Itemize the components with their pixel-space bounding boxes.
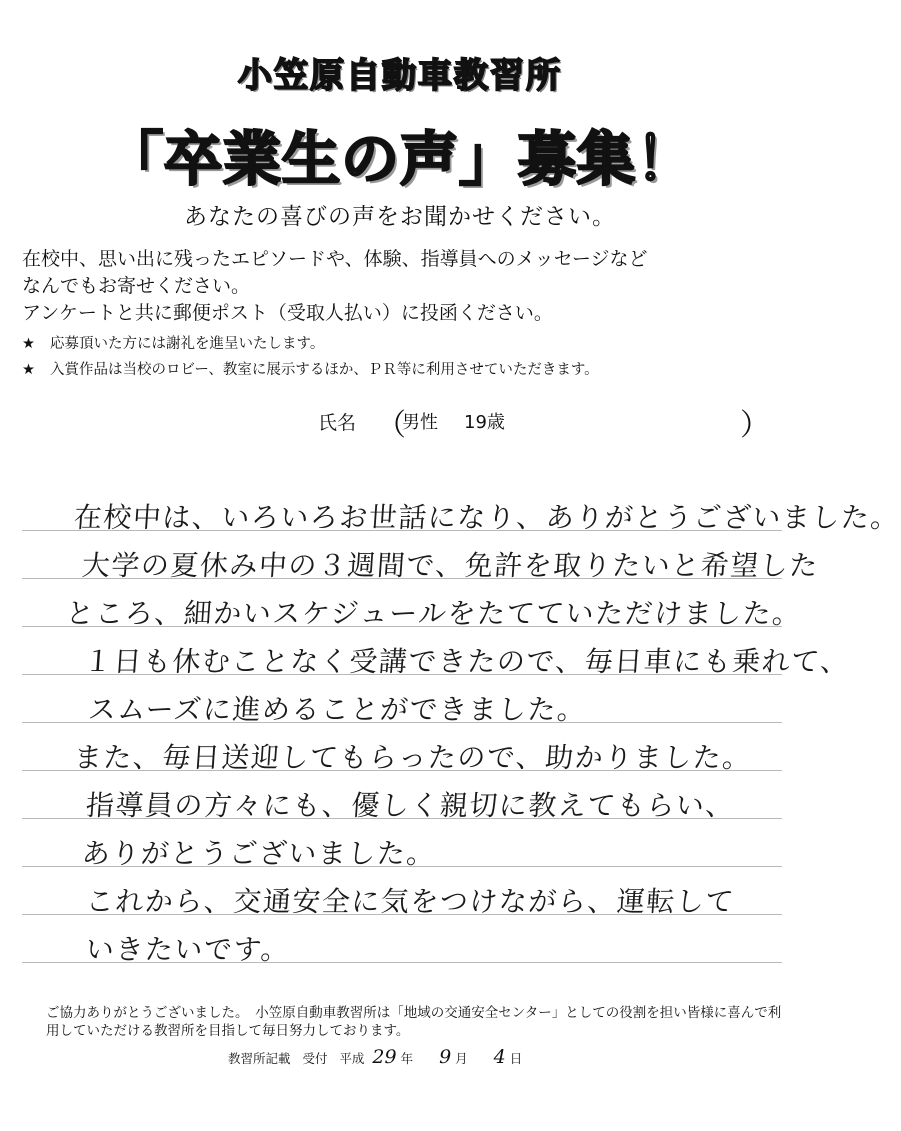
month-unit: 月 <box>455 1051 468 1066</box>
footer-text: ご協力ありがとうございました。 小笠原自動車教習所は「地域の交通安全センター」としての役割を担い皆様に喜んで利用していただける教習所を目指して毎日努力しております。 <box>46 1005 782 1039</box>
message-line: １日も休むことなく受講できたので、毎日車にも乗れて、 <box>82 645 851 678</box>
year-value: 29 <box>372 1046 397 1068</box>
open-paren: （ <box>376 408 406 443</box>
name-label: 氏名 <box>318 412 357 434</box>
intro-text <box>22 246 782 327</box>
note-usage <box>22 360 782 380</box>
day-unit: 日 <box>509 1051 523 1066</box>
footer-message <box>46 1004 786 1040</box>
received-label: 受付 <box>302 1051 328 1066</box>
message-line: 在校中は、いろいろお世話になり、ありがとうございました。 <box>72 501 901 534</box>
era-label: 平成 <box>339 1051 365 1066</box>
month-value: 9 <box>439 1046 452 1068</box>
note-reward <box>22 334 782 354</box>
message-area <box>22 482 901 982</box>
message-line: ありがとうございました。 <box>80 837 438 870</box>
star-icon: ★ <box>22 362 35 378</box>
age-value: 19歳 <box>464 412 505 433</box>
school-name: 小笠原自動車教習所 <box>238 56 562 96</box>
message-line: ところ、細かいスケジュールをたてていただけました。 <box>64 597 803 630</box>
close-paren: ） <box>740 408 770 443</box>
year-unit: 年 <box>400 1051 414 1066</box>
subheadline: あなたの喜びの声をお聞かせください。 <box>184 204 616 230</box>
headline: 「卒業生の声」募集！ <box>104 125 695 193</box>
day-value: 4 <box>493 1046 506 1068</box>
note-text: 入賞作品は当校のロビー、教室に展示するほか、ＰＲ等に利用させていただきます。 <box>50 362 599 378</box>
name-value <box>402 408 531 434</box>
name-field <box>0 400 800 443</box>
message-line: これから、交通安全に気をつけながら、運転して <box>84 885 737 918</box>
intro-line: アンケートと共に郵便ポスト（受取人払い）に投函ください。 <box>22 302 553 324</box>
note-text: 応募頂いた方には謝礼を進呈いたします。 <box>50 336 325 352</box>
intro-line: なんでもお寄せください。 <box>22 275 251 297</box>
gender-value: 男性 <box>402 412 438 433</box>
message-line: スムーズに進めることができました。 <box>86 693 588 726</box>
message-line: 大学の夏休み中の３週間で、免許を取りたいと希望した <box>80 549 821 582</box>
message-line: 指導員の方々にも、優しく親切に教えてもらい、 <box>84 789 737 822</box>
intro-line: 在校中、思い出に残ったエピソードや、体験、指導員へのメッセージなど <box>22 248 648 270</box>
office-label: 教習所記載 <box>228 1051 291 1066</box>
message-line: いきたいです。 <box>84 933 292 966</box>
message-line: また、毎日送迎してもらったので、助かりました。 <box>72 741 754 774</box>
reception-record <box>228 1046 522 1068</box>
star-icon: ★ <box>22 336 35 352</box>
